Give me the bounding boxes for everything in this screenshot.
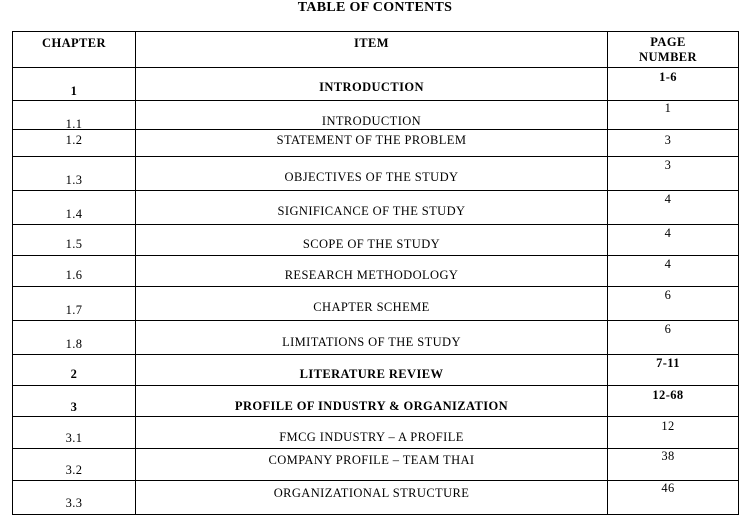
chapter-number-cell [13, 101, 136, 130]
chapter-number-cell [13, 191, 136, 225]
item-title: ORGANIZATIONAL STRUCTURE [273, 486, 470, 500]
item-title-cell [136, 386, 608, 417]
item-title: STATEMENT OF THE PROBLEM [276, 133, 467, 147]
page-number-cell [608, 68, 739, 101]
item-title-cell [136, 417, 608, 449]
chapter-number: 3.3 [65, 496, 83, 510]
page-number-cell [608, 321, 739, 355]
page-number: 12-68 [652, 388, 684, 402]
chapter-number-cell [13, 287, 136, 321]
page-number: 6 [664, 322, 672, 336]
chapter-number-cell [13, 481, 136, 515]
page-number: 1 [664, 101, 672, 115]
page-number: 4 [664, 226, 672, 240]
page-number: 7-11 [656, 356, 680, 370]
page-number-cell [608, 355, 739, 386]
item-title: FMCG INDUSTRY – A PROFILE [279, 430, 464, 444]
item-title-cell [136, 157, 608, 191]
toc-row [13, 287, 739, 321]
page-number: 38 [661, 449, 675, 463]
toc-row [13, 130, 739, 157]
item-title-cell [136, 481, 608, 515]
page-number-cell [608, 287, 739, 321]
item-header: ITEM [354, 36, 389, 50]
chapter-header: CHAPTER [42, 36, 106, 50]
item-title: SIGNIFICANCE OF THE STUDY [277, 204, 466, 218]
page-number: 1-6 [659, 70, 677, 84]
item-title: INTRODUCTION [319, 80, 424, 94]
chapter-number: 2 [70, 367, 78, 381]
item-title-cell [136, 449, 608, 481]
toc-row [13, 386, 739, 417]
toc-row [13, 191, 739, 225]
item-title-cell [136, 191, 608, 225]
chapter-number-cell [13, 449, 136, 481]
toc-row [13, 157, 739, 191]
toc-table [12, 31, 739, 515]
page-number-cell [608, 417, 739, 449]
page-title: TABLE OF CONTENTS [297, 0, 453, 15]
page-number: 46 [661, 481, 675, 495]
item-title-cell [136, 101, 608, 130]
chapter-number: 1.5 [65, 237, 83, 251]
toc-row [13, 355, 739, 386]
chapter-number-cell [13, 68, 136, 101]
item-title: COMPANY PROFILE – TEAM THAI [268, 453, 475, 467]
page-number-cell [608, 386, 739, 417]
page-number-cell [608, 225, 739, 256]
item-title-cell [136, 321, 608, 355]
page-number: 6 [664, 288, 672, 302]
toc-row [13, 321, 739, 355]
chapter-number: 1.3 [65, 173, 83, 187]
chapter-number: 3.2 [65, 463, 83, 477]
page-number-cell [608, 449, 739, 481]
chapter-header-cell [13, 32, 136, 68]
chapter-number-cell [13, 130, 136, 157]
item-title: PROFILE OF INDUSTRY & ORGANIZATION [234, 399, 509, 413]
chapter-number-cell [13, 256, 136, 287]
page-number: 4 [664, 192, 672, 206]
page-number: 12 [661, 419, 675, 433]
toc-row [13, 417, 739, 449]
toc-row [13, 101, 739, 130]
item-title-cell [136, 225, 608, 256]
item-title: LIMITATIONS OF THE STUDY [282, 335, 461, 349]
chapter-number: 3 [70, 400, 78, 414]
chapter-number: 1 [70, 84, 78, 98]
toc-row [13, 481, 739, 515]
header-row [13, 32, 739, 68]
page-number-cell [608, 130, 739, 157]
item-title: CHAPTER SCHEME [313, 300, 430, 314]
page-number-cell [608, 157, 739, 191]
chapter-number-cell [13, 225, 136, 256]
page-number: 3 [664, 133, 672, 147]
item-title-cell [136, 256, 608, 287]
item-title: LITERATURE REVIEW [299, 367, 444, 381]
chapter-number-cell [13, 157, 136, 191]
toc-row [13, 256, 739, 287]
page-number-cell [608, 101, 739, 130]
chapter-number: 1.8 [65, 337, 83, 351]
page-number-cell [608, 256, 739, 287]
item-title: OBJECTIVES OF THE STUDY [284, 170, 459, 184]
item-title-cell [136, 355, 608, 386]
chapter-number: 1.4 [65, 207, 83, 221]
page-number: 4 [664, 257, 672, 271]
item-title-cell [136, 130, 608, 157]
page-header-line2: NUMBER [639, 50, 697, 64]
chapter-number-cell [13, 386, 136, 417]
page-number-cell [608, 191, 739, 225]
chapter-number-cell [13, 355, 136, 386]
chapter-number-cell [13, 417, 136, 449]
page-number-cell [608, 481, 739, 515]
page-header-line1: PAGE [650, 35, 686, 49]
page-header-cell [608, 32, 739, 68]
item-title: INTRODUCTION [321, 114, 422, 128]
item-title-cell [136, 68, 608, 101]
item-title: RESEARCH METHODOLOGY [284, 268, 459, 282]
toc-row [13, 68, 739, 101]
toc-row [13, 225, 739, 256]
page-number: 3 [664, 158, 672, 172]
toc-row [13, 449, 739, 481]
chapter-number: 3.1 [65, 431, 83, 445]
chapter-number: 1.7 [65, 303, 83, 317]
chapter-number: 1.2 [65, 133, 83, 147]
chapter-number: 1.1 [65, 117, 83, 131]
chapter-number: 1.6 [65, 268, 83, 282]
item-header-cell [136, 32, 608, 68]
chapter-number-cell [13, 321, 136, 355]
item-title-cell [136, 287, 608, 321]
item-title: SCOPE OF THE STUDY [302, 237, 441, 251]
